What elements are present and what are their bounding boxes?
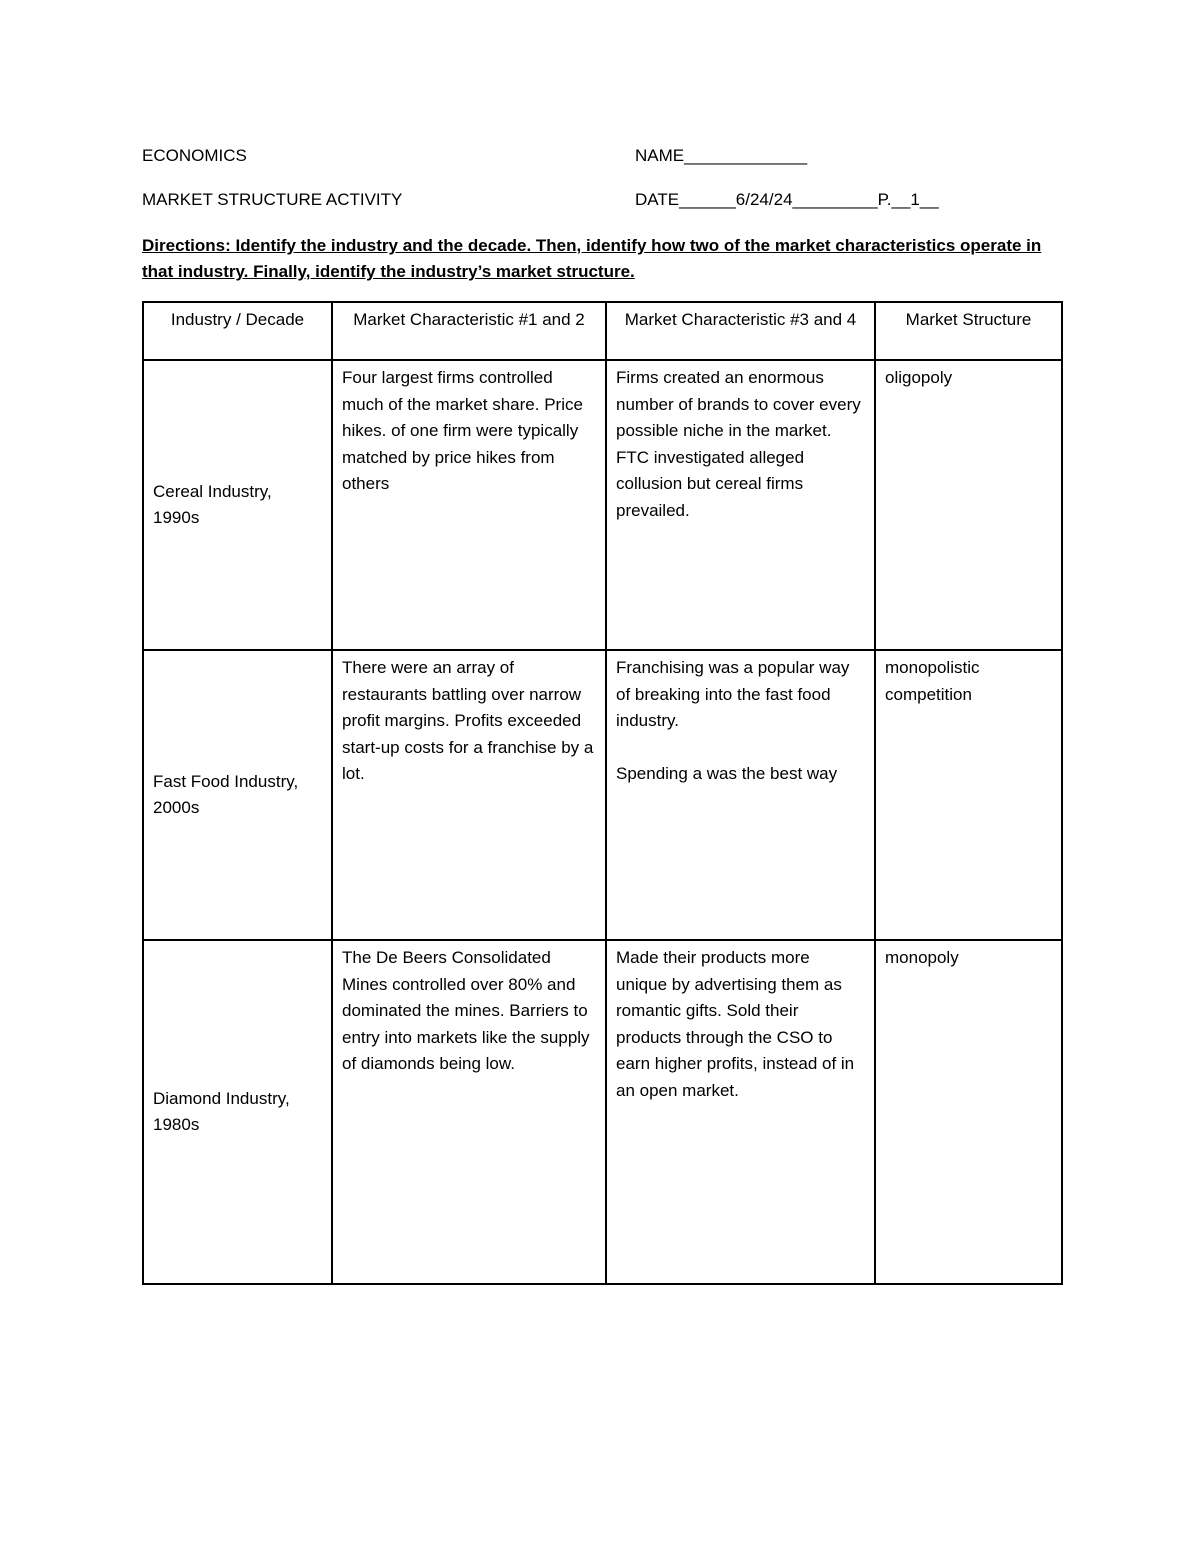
blank-line: [616, 735, 865, 762]
industry-text: Diamond Industry, 1980s: [153, 1088, 290, 1134]
char12-text: There were an array of restaurants battling over narrow profit margins. Profits exceeded start-up costs for a franchise by a lot.: [342, 658, 594, 783]
table-row: [143, 650, 1062, 940]
table-row: [143, 940, 1062, 1284]
structure-text: monopolistic competition: [885, 658, 980, 704]
structure-cell: [875, 940, 1062, 1284]
industry-cell: [143, 940, 332, 1284]
structure-cell: [875, 650, 1062, 940]
column-header-char34: Market Characteristic #3 and 4: [606, 302, 875, 360]
structure-text: oligopoly: [885, 368, 953, 387]
char12-text: The De Beers Consolidated Mines controlled over 80% and dominated the mines. Barriers to entry into markets like the supply of diamonds being low.: [342, 948, 590, 1073]
industry-cell: [143, 360, 332, 650]
char34-text: Firms created an enormous number of brands to cover every possible niche in the market.: [616, 368, 861, 440]
char12-cell: [332, 650, 606, 940]
structure-text: monopoly: [885, 948, 959, 967]
activity-title: MARKET STRUCTURE ACTIVITY: [142, 190, 403, 209]
column-header-char12: Market Characteristic #1 and 2: [332, 302, 606, 360]
industry-text: Cereal Industry, 1990s: [153, 481, 272, 527]
column-header-industry: Industry / Decade: [143, 302, 332, 360]
char34-text: FTC investigated alleged collusion but cereal firms prevailed.: [616, 447, 805, 520]
char12-cell: [332, 360, 606, 650]
table-row: [143, 360, 1062, 650]
char34-cell: [606, 360, 875, 650]
column-header-structure: Market Structure: [875, 302, 1062, 360]
industry-text: Fast Food Industry, 2000s: [153, 771, 299, 817]
industry-cell: [143, 650, 332, 940]
char12-text: Four largest firms controlled much of the market share. Price hikes. of one firm were typically matched by price hikes from others: [342, 368, 583, 493]
name-field: NAME_____________: [635, 146, 808, 165]
char34-text: Made their products more unique by advertising them as romantic gifts. Sold their products through the CSO to earn higher profits, instead of in an open market.: [616, 948, 855, 1100]
date-period-field: DATE______6/24/24_________P.__1__: [635, 190, 939, 209]
table-header-row: [143, 302, 1062, 360]
market-structure-table: [142, 301, 1063, 1285]
structure-cell: [875, 360, 1062, 650]
char34-cell: [606, 650, 875, 940]
char34-text: Franchising was a popular way of breaking into the fast food industry.: [616, 658, 850, 730]
subject-label: ECONOMICS: [142, 146, 247, 165]
char34-cell: [606, 940, 875, 1284]
char34-text: Spending a was the best way: [616, 764, 838, 783]
char12-cell: [332, 940, 606, 1284]
directions-text: Directions: Identify the industry and the decade. Then, identify how two of the market characteristics operate in that industry. Finally, identify the industry’s market structure.: [142, 236, 1042, 281]
